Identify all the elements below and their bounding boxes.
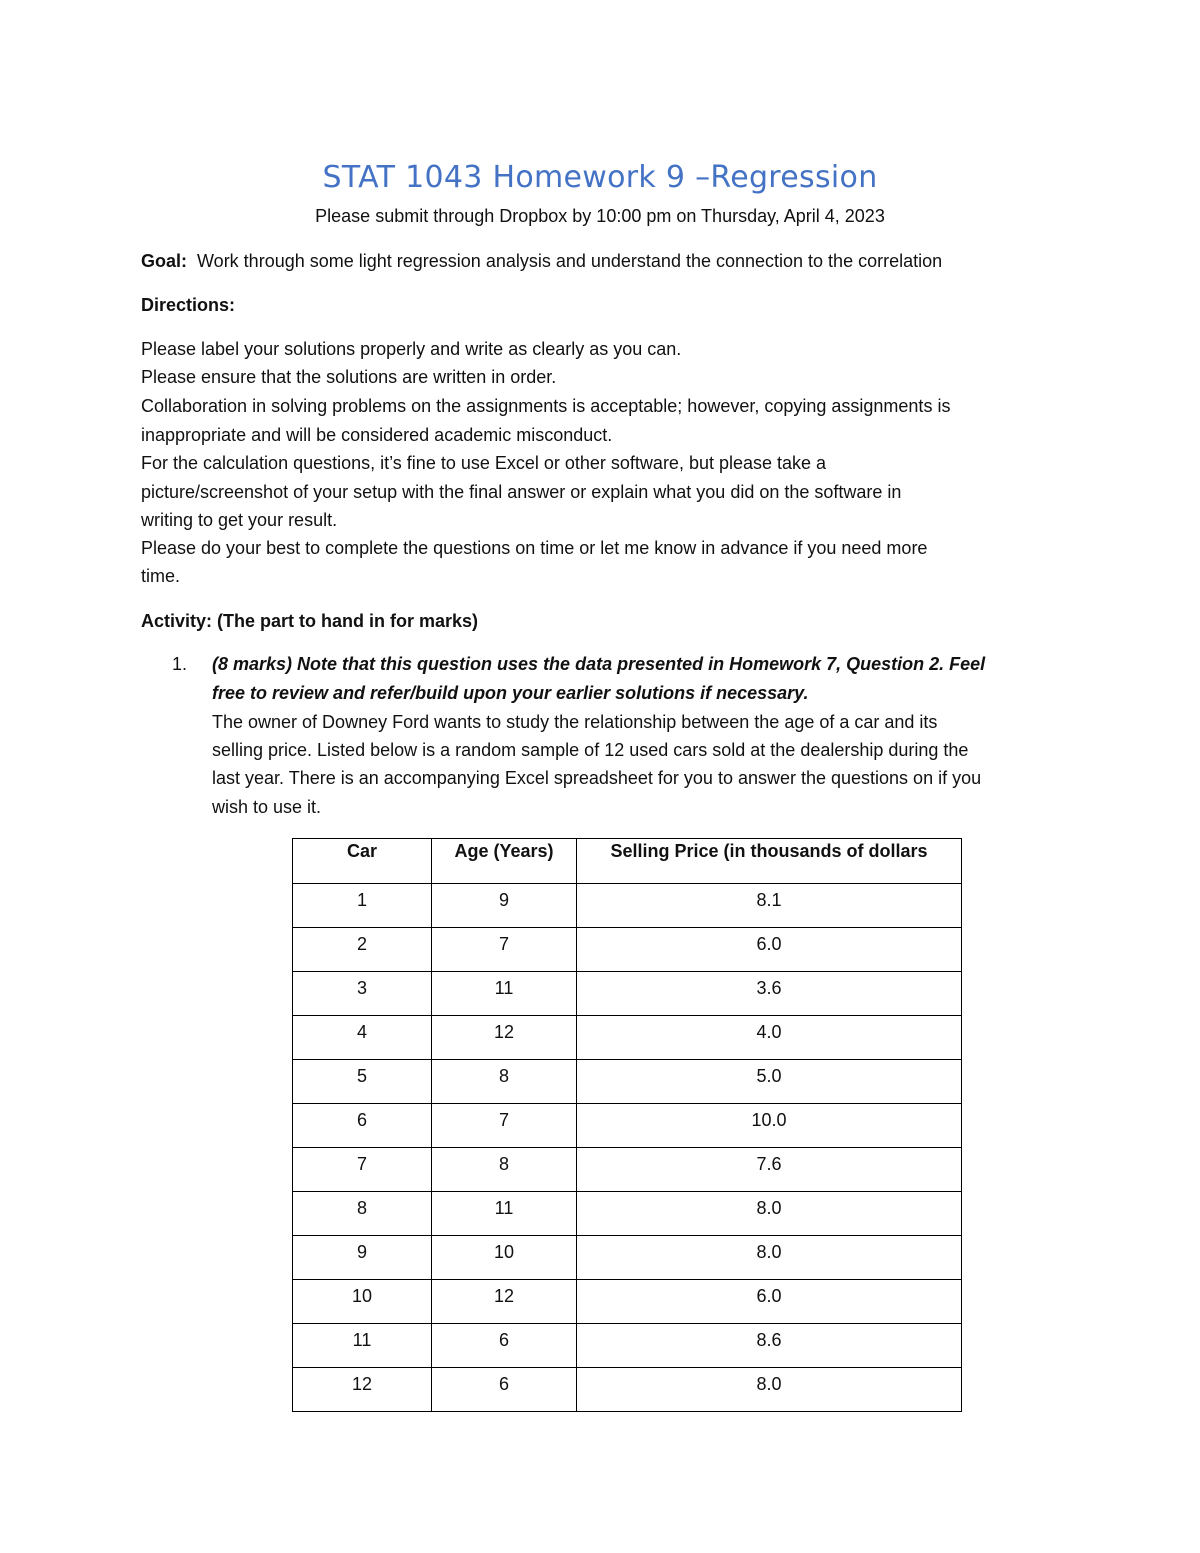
cell-age: 8 [432,1148,577,1192]
directions-line: For the calculation questions, it’s fine to use Excel or other software, but please take a [141,453,827,473]
cell-car: 8 [293,1192,432,1236]
question-text-line: wish to use it. [212,797,322,817]
table-row [293,928,962,972]
cell-age: 12 [432,1016,577,1060]
directions-line: time. [141,566,181,586]
cell-price: 8.0 [577,1368,962,1412]
goal-label: Goal: [141,251,188,271]
question-bold-line: free to review and refer/build upon your earlier solutions if necessary. [212,683,809,703]
cell-car: 10 [293,1280,432,1324]
table-row [293,1016,962,1060]
table-row [293,1324,962,1368]
header-selling-price: Selling Price (in thousands of dollars [577,839,962,884]
directions-heading: Directions: [141,295,236,315]
question-text-line: The owner of Downey Ford wants to study the relationship between the age of a car and its [212,712,938,732]
cell-car: 9 [293,1236,432,1280]
question-bold-line: (8 marks) Note that this question uses the data presented in Homework 7, Question 2. Feel [212,654,986,674]
directions-line: Please do your best to complete the questions on time or let me know in advance if you need more [141,538,928,558]
directions-line: picture/screenshot of your setup with the final answer or explain what you did on the software in [141,482,902,502]
page-title: STAT 1043 Homework 9 –Regression [322,160,878,195]
cell-age: 12 [432,1280,577,1324]
cell-price: 8.0 [577,1236,962,1280]
cell-car: 2 [293,928,432,972]
table-row [293,1104,962,1148]
table-row [293,972,962,1016]
goal-text: Work through some light regression analysis and understand the connection to the correlation [197,251,943,271]
cell-car: 4 [293,1016,432,1060]
table-row [293,1192,962,1236]
cell-car: 3 [293,972,432,1016]
cell-price: 8.1 [577,884,962,928]
cell-car: 5 [293,1060,432,1104]
cell-price: 6.0 [577,928,962,972]
directions-line: Please label your solutions properly and write as clearly as you can. [141,339,682,359]
cell-age: 7 [432,928,577,972]
question-text-line: last year. There is an accompanying Excel spreadsheet for you to answer the questions on if you [212,768,982,788]
submission-deadline: Please submit through Dropbox by 10:00 pm on Thursday, April 4, 2023 [315,206,885,226]
cell-age: 6 [432,1324,577,1368]
cell-price: 6.0 [577,1280,962,1324]
cell-price: 4.0 [577,1016,962,1060]
cell-price: 8.6 [577,1324,962,1368]
table-row [293,1236,962,1280]
cell-price: 7.6 [577,1148,962,1192]
question-text-line: selling price. Listed below is a random sample of 12 used cars sold at the dealership during the [212,740,969,760]
cell-age: 9 [432,884,577,928]
directions-line: writing to get your result. [141,510,338,530]
cell-price: 5.0 [577,1060,962,1104]
cell-age: 11 [432,972,577,1016]
cell-age: 7 [432,1104,577,1148]
header-age: Age (Years) [432,839,577,884]
table-header-row [293,839,962,884]
cell-price: 8.0 [577,1192,962,1236]
directions-line: inappropriate and will be considered academic misconduct. [141,425,613,445]
goal-paragraph [141,251,942,272]
cell-car: 6 [293,1104,432,1148]
cell-car: 12 [293,1368,432,1412]
cell-age: 11 [432,1192,577,1236]
question-number: 1. [172,654,188,674]
cell-age: 10 [432,1236,577,1280]
table-row [293,884,962,928]
cell-age: 8 [432,1060,577,1104]
header-car: Car [293,839,432,884]
car-data-table [292,838,962,1412]
table-row [293,1060,962,1104]
activity-heading: Activity: (The part to hand in for marks) [141,611,479,631]
cell-age: 6 [432,1368,577,1412]
table-row [293,1148,962,1192]
table-row [293,1368,962,1412]
directions-line: Collaboration in solving problems on the assignments is acceptable; however, copying assignments is [141,396,951,416]
table-row [293,1280,962,1324]
cell-car: 11 [293,1324,432,1368]
cell-car: 1 [293,884,432,928]
cell-car: 7 [293,1148,432,1192]
cell-price: 10.0 [577,1104,962,1148]
directions-line: Please ensure that the solutions are written in order. [141,367,557,387]
cell-price: 3.6 [577,972,962,1016]
